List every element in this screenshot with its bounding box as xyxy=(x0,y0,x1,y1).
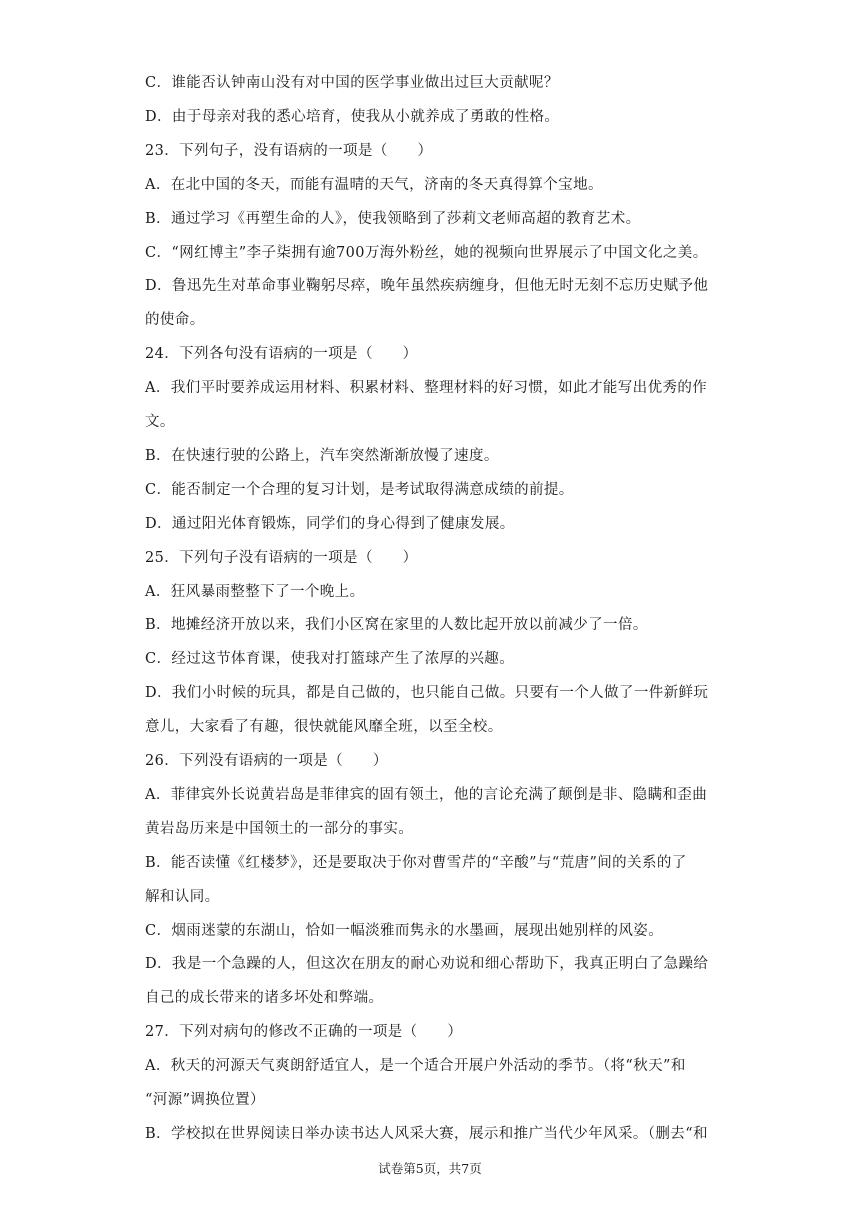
text-line: D．我是一个急躁的人，但这次在朋友的耐心劝说和细心帮助下，我真正明白了急躁给 xyxy=(145,956,709,972)
text-line: 25．下列句子没有语病的一项是（ ） xyxy=(145,550,418,566)
text-line: A．狂风暴雨整整下了一个晚上。 xyxy=(145,584,365,600)
text-line: B．通过学习《再塑生命的人》，使我领略到了莎莉文老师高超的教育艺术。 xyxy=(145,211,641,227)
text-line: B．学校拟在世界阅读日举办读书达人风采大赛，展示和推广当代少年风采。（删去“和 xyxy=(145,1126,708,1142)
text-line: C．能否制定一个合理的复习计划，是考试取得满意成绩的前提。 xyxy=(145,482,574,498)
page-footer: 试卷第5页，共7页 xyxy=(378,1161,482,1176)
text-line: 自己的成长带来的诸多坏处和弊端。 xyxy=(145,990,384,1006)
text-line: D．由于母亲对我的悉心培育，使我从小就养成了勇敢的性格。 xyxy=(145,109,560,125)
text-line: 解和认同。 xyxy=(145,889,220,905)
text-line: 的使命。 xyxy=(145,312,205,328)
text-line: B．地摊经济开放以来，我们小区窝在家里的人数比起开放以前减少了一倍。 xyxy=(145,617,648,633)
text-line: C．“网红博主”李子柒拥有逾700万海外粉丝，她的视频向世界展示了中国文化之美。 xyxy=(145,245,708,261)
text-line: D．鲁迅先生对革命事业鞠躬尽瘁，晚年虽然疾病缠身，但他无时无刻不忘历史赋予他 xyxy=(145,278,709,294)
text-line: A．在北中国的冬天，而能有温晴的天气，济南的冬天真得算个宝地。 xyxy=(145,177,603,193)
text-line: B．能否读懂《红楼梦》，还是要取决于你对曹雪芹的“辛酸”与“荒唐”间的关系的了 xyxy=(145,855,687,871)
text-line: 24．下列各句没有语病的一项是（ ） xyxy=(145,346,418,362)
text-line: C．谁能否认钟南山没有对中国的医学事业做出过巨大贡献呢？ xyxy=(145,75,559,91)
text-line: 23．下列句子，没有语病的一项是（ ） xyxy=(145,143,433,159)
text-line: D．通过阳光体育锻炼，同学们的身心得到了健康发展。 xyxy=(145,516,515,532)
text-line: A．秋天的河源天气爽朗舒适宜人，是一个适合开展户外活动的季节。（将“秋天”和 xyxy=(145,1058,686,1074)
text-line: 意儿，大家看了有趣，很快就能风靡全班，以至全校。 xyxy=(145,719,503,735)
text-line: 27．下列对病句的修改不正确的一项是（ ） xyxy=(145,1024,463,1040)
text-line: A．我们平时要养成运用材料、积累材料、整理材料的好习惯，如此才能写出优秀的作 xyxy=(145,380,708,396)
text-line: 26．下列没有语病的一项是（ ） xyxy=(145,753,388,769)
text-line: C．烟雨迷蒙的东湖山，恰如一幅淡雅而隽永的水墨画，展现出她别样的风姿。 xyxy=(145,923,664,939)
text-line: “河源”调换位置） xyxy=(145,1092,265,1108)
text-line: 文。 xyxy=(145,414,175,430)
text-line: D．我们小时候的玩具，都是自己做的，也只能自己做。只要有一个人做了一件新鲜玩 xyxy=(145,685,709,701)
text-line: C．经过这节体育课，使我对打篮球产生了浓厚的兴趣。 xyxy=(145,651,515,667)
text-line: A．菲律宾外长说黄岩岛是菲律宾的固有领土，他的言论充满了颠倒是非、隐瞒和歪曲 xyxy=(145,787,708,803)
text-line: B．在快速行驶的公路上，汽车突然渐渐放慢了速度。 xyxy=(145,448,499,464)
text-line: 黄岩岛历来是中国领土的一部分的事实。 xyxy=(145,821,414,837)
